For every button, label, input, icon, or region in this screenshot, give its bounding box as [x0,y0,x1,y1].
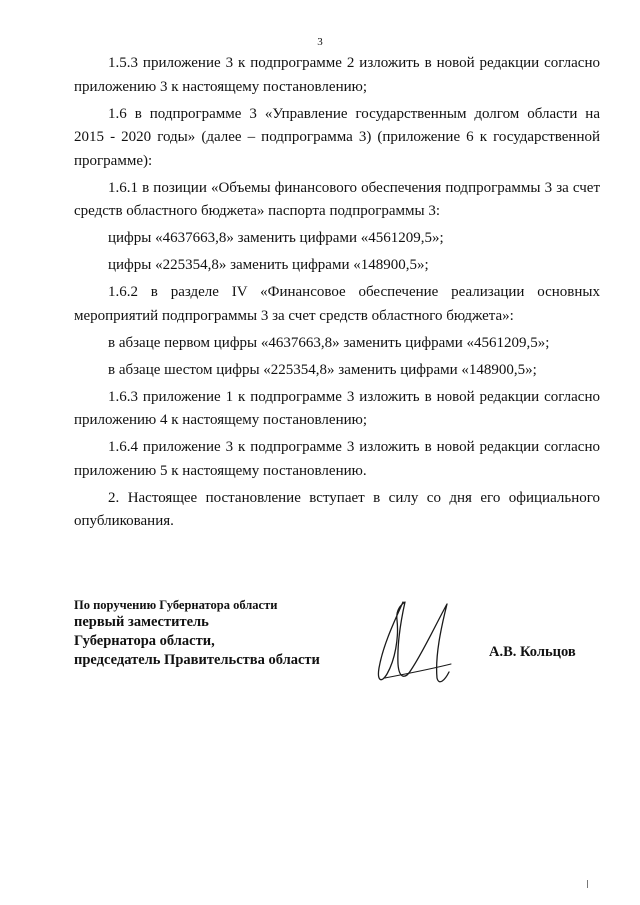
signatory-name: А.В. Кольцов [489,644,576,660]
signature-block [74,597,320,670]
paragraph-1-6-1: 1.6.1 в позиции «Объемы финансового обеспечения подпрограммы 3 за счет средств областного бюджета» паспорта подпрограммы 3: [74,179,600,219]
handwritten-signature [365,590,475,700]
signature-authority-note: По поручению Губернатора области [74,598,278,612]
paragraph-sixth-abzac: в абзаце шестом цифры «225354,8» заменить цифрами «148900,5»; [108,361,537,378]
signatory-position-line-1: первый заместитель [74,614,209,630]
paragraph-first-abzac: в абзаце первом цифры «4637663,8» заменить цифрами «4561209,5»; [108,334,550,351]
paragraph-replace-2: цифры «225354,8» заменить цифрами «148900,5»; [108,257,429,273]
paragraph-replace-1: цифры «4637663,8» заменить цифрами «4561209,5»; [108,230,444,246]
page-number: 3 [317,36,323,48]
paragraph-1-6: 1.6 в подпрограмме 3 «Управление государственным долгом области на 2015 - 2020 годы» (далее – подпрограмма 3) (приложение 6 к государственной программе): [74,105,600,169]
paragraph-1-6-2: 1.6.2 в разделе IV «Финансовое обеспечение реализации основных мероприятий подпрограммы 3 за счет средств областного бюджета»: [74,284,600,324]
paragraph-2: 2. Настоящее постановление вступает в силу со дня его официального опубликования. [74,489,600,529]
scan-mark [587,880,588,888]
document-body [74,52,600,537]
signatory-position-line-3: председатель Правительства области [74,652,320,668]
paragraph-1-5-3: 1.5.3 приложение 3 к подпрограмме 2 изложить в новой редакции согласно приложению 3 к настоящему постановлению; [74,55,600,95]
signatory-position-line-2: Губернатора области, [74,633,215,649]
paragraph-1-6-3: 1.6.3 приложение 1 к подпрограмме 3 изложить в новой редакции согласно приложению 4 к настоящему постановлению; [74,388,600,428]
paragraph-1-6-4: 1.6.4 приложение 3 к подпрограмме 3 изложить в новой редакции согласно приложению 5 к настоящему постановлению. [74,439,600,479]
